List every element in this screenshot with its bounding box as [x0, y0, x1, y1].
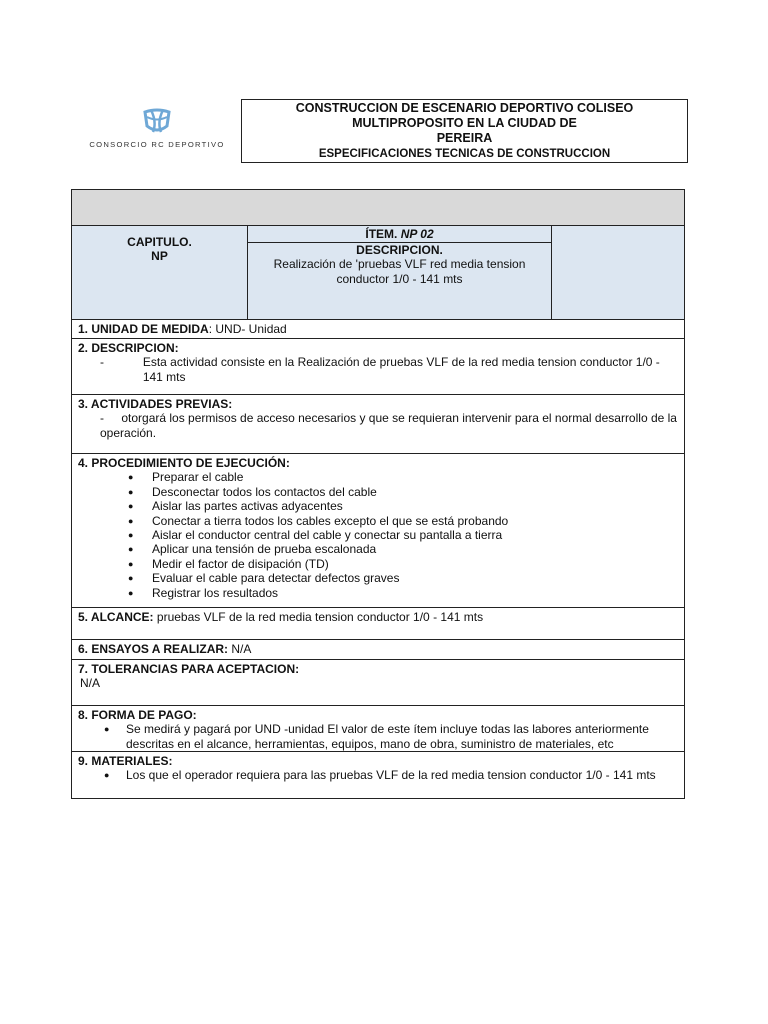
alcance-value: pruebas VLF de la red media tension conductor 1/0 - 141 mts — [153, 610, 484, 624]
chapter-label: CAPITULO. — [127, 235, 192, 249]
chapter-cell — [72, 226, 248, 319]
item-description-label: DESCRIPCION. — [356, 243, 443, 257]
section-unidad — [72, 320, 684, 339]
actividades-item — [78, 411, 678, 440]
actividades-dash: - — [100, 411, 104, 426]
item-cell — [248, 226, 552, 319]
specification-table — [71, 189, 685, 799]
actividades-label: 3. ACTIVIDADES PREVIAS: — [78, 397, 233, 411]
list-item: ● Aplicar una tensión de prueba escalonada — [128, 542, 678, 556]
list-item: ● Aislar las partes activas adyacentes — [128, 499, 678, 513]
tolerancias-label: 7. TOLERANCIAS PARA ACEPTACION: — [78, 662, 300, 676]
unidad-label: 1. UNIDAD DE MEDIDA — [78, 322, 209, 336]
descripcion-text: Esta actividad consiste en la Realización de pruebas VLF de la red media tension conductor 1/0 - 141 mts — [142, 355, 660, 384]
alcance-label: 5. ALCANCE: — [78, 610, 154, 624]
item-label: ÍTEM. — [365, 227, 398, 241]
header-title-line-3: PEREIRA — [436, 131, 493, 145]
item-value: NP 02 — [400, 227, 434, 241]
ensayos-label: 6. ENSAYOS A REALIZAR: — [78, 642, 229, 656]
procedimiento-list — [78, 470, 678, 600]
actividades-text: otorgará los permisos de acceso necesarios y que se requieran intervenir para el normal desarrollo de la operación. — [100, 411, 677, 440]
empty-cell — [552, 226, 684, 319]
chapter-row — [72, 226, 684, 320]
descripcion-dash: - — [100, 355, 104, 370]
header-title-line-2: MULTIPROPOSITO EN LA CIUDAD DE — [352, 116, 577, 130]
basketball-logo-icon — [139, 106, 175, 138]
ensayos-value: N/A — [228, 642, 252, 656]
logo-text: CONSORCIO RC DEPORTIVO — [89, 140, 225, 149]
document-header — [241, 99, 688, 163]
header-subtitle: ESPECIFICACIONES TECNICAS DE CONSTRUCCION — [318, 148, 611, 160]
procedimiento-label: 4. PROCEDIMIENTO DE EJECUCIÓN: — [78, 456, 290, 470]
list-item: ● Evaluar el cable para detectar defectos graves — [128, 571, 678, 585]
section-alcance — [72, 608, 684, 640]
list-item: ● Conectar a tierra todos los cables excepto el que se está probando — [128, 514, 678, 528]
header-title-line-1: CONSTRUCCION DE ESCENARIO DEPORTIVO COLISEO — [295, 101, 634, 115]
list-item: ● Preparar el cable — [128, 470, 678, 484]
descripcion-item — [78, 355, 678, 384]
section-materiales — [72, 752, 684, 798]
section-pago — [72, 706, 684, 752]
section-actividades — [72, 395, 684, 454]
company-logo — [84, 106, 230, 149]
list-item: ● Aislar el conductor central del cable y conectar su pantalla a tierra — [128, 528, 678, 542]
list-item: ● Desconectar todos los contactos del cable — [128, 485, 678, 499]
unidad-value: : UND- Unidad — [208, 322, 287, 336]
materiales-text: ● Los que el operador requiera para las pruebas VLF de la red media tension conductor 1/0 - 141 mts — [104, 768, 678, 782]
section-descripcion — [72, 339, 684, 395]
list-item: ● Registrar los resultados — [128, 586, 678, 600]
tolerancias-value: N/A — [80, 676, 101, 691]
materiales-label: 9. MATERIALES: — [78, 754, 173, 768]
materiales-list — [78, 768, 678, 782]
section-tolerancias — [72, 660, 684, 706]
table-header-band — [72, 190, 684, 226]
section-procedimiento — [72, 454, 684, 608]
section-ensayos — [72, 640, 684, 660]
item-line — [248, 226, 551, 243]
list-item: ● Medir el factor de disipación (TD) — [128, 557, 678, 571]
item-description-text: Realización de 'pruebas VLF red media tension conductor 1/0 - 141 mts — [273, 257, 526, 286]
pago-text: ● Se medirá y pagará por UND -unidad El valor de este ítem incluye todas las labores anteriormente descritas en el alcance, herramientas, equipos, mano de obra, suministro de materiales, etc — [104, 722, 678, 751]
pago-list — [78, 722, 678, 751]
descripcion-label: 2. DESCRIPCION: — [78, 341, 179, 355]
pago-label: 8. FORMA DE PAGO: — [78, 708, 197, 722]
chapter-value: NP — [151, 249, 168, 263]
